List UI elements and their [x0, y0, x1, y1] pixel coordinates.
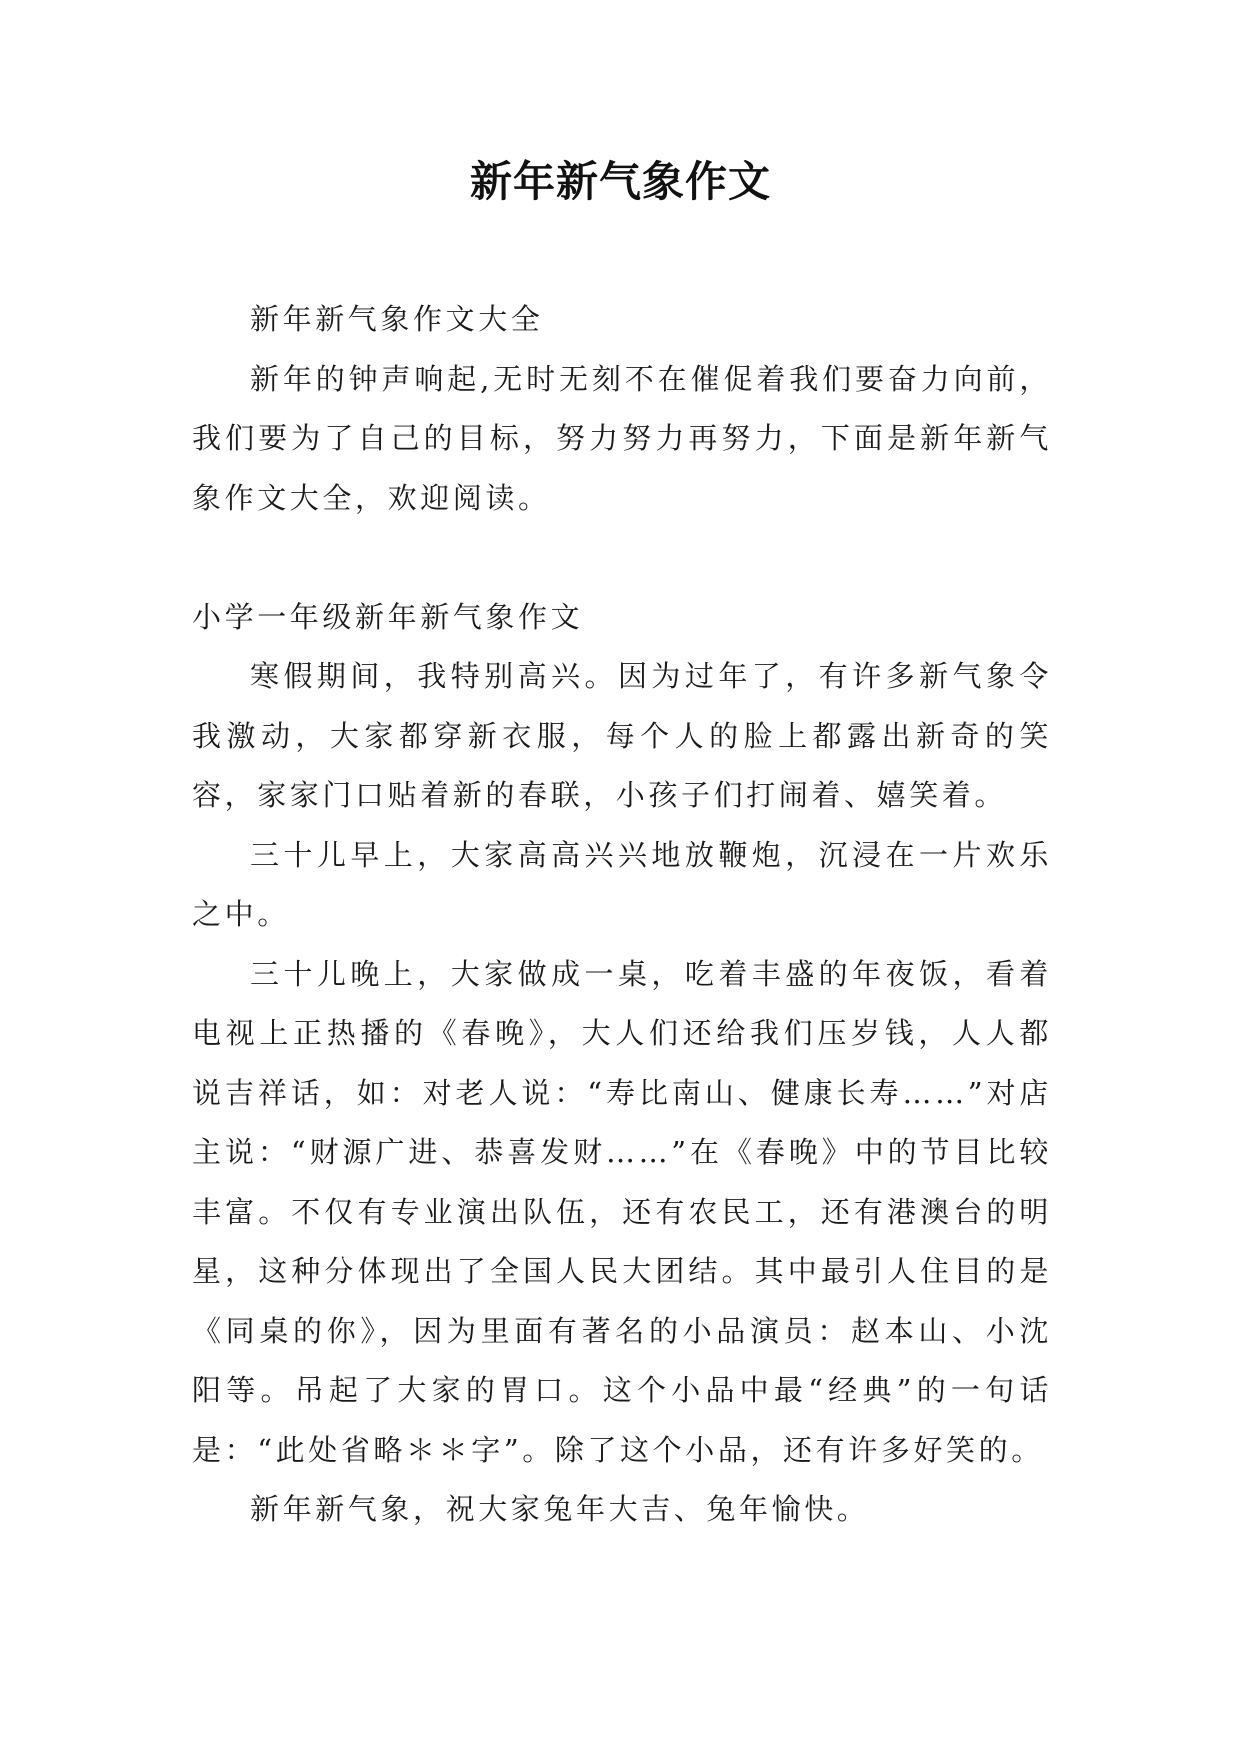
- essay-heading: 小学一年级新年新气象作文: [192, 599, 584, 634]
- document-body: [192, 290, 1052, 1540]
- essay-paragraph: 新年新气象，祝大家兔年大吉、兔年愉快。: [250, 1492, 870, 1526]
- essay-paragraph: 寒假期间，我特别高兴。因为过年了，有许多新气象令我激动，大家都穿新衣服，每个人的脸上都露出新奇的笑容，家家门口贴着新的春联，小孩子们打闹着、嬉笑着。: [192, 659, 1052, 812]
- intro-paragraph: 新年的钟声响起,无时无刻不在催促着我们要奋力向前，我们要为了自己的目标，努力努力再努力，下面是新年新气象作文大全，欢迎阅读。: [192, 361, 1052, 515]
- document-title: 新年新气象作文: [469, 157, 771, 206]
- essay-paragraph: 三十儿晚上，大家做成一桌，吃着丰盛的年夜饭，看着电视上正热播的《春晚》，大人们还给我们压岁钱，人人都说吉祥话，如：对老人说：“寿比南山、健康长寿……”对店主说：“财源广进、恭喜发财……”在《春晚》中的节目比较丰富。不仅有专业演出队伍，还有农民工，还有港澳台的明星，这种分体现出了全国人民大团结。其中最引人住目的是《同桌的你》，因为里面有著名的小品演员：赵本山、小沈阳等。吊起了大家的胃口。这个小品中最“经典”的一句话是：“此处省略＊＊字”。除了这个小品，还有许多好笑的。: [192, 956, 1052, 1467]
- essay-paragraph: 三十儿早上，大家高高兴兴地放鞭炮，沉浸在一片欢乐之中。: [192, 837, 1052, 931]
- intro-heading: 新年新气象作文大全: [250, 302, 544, 336]
- section-spacer: [192, 528, 1052, 588]
